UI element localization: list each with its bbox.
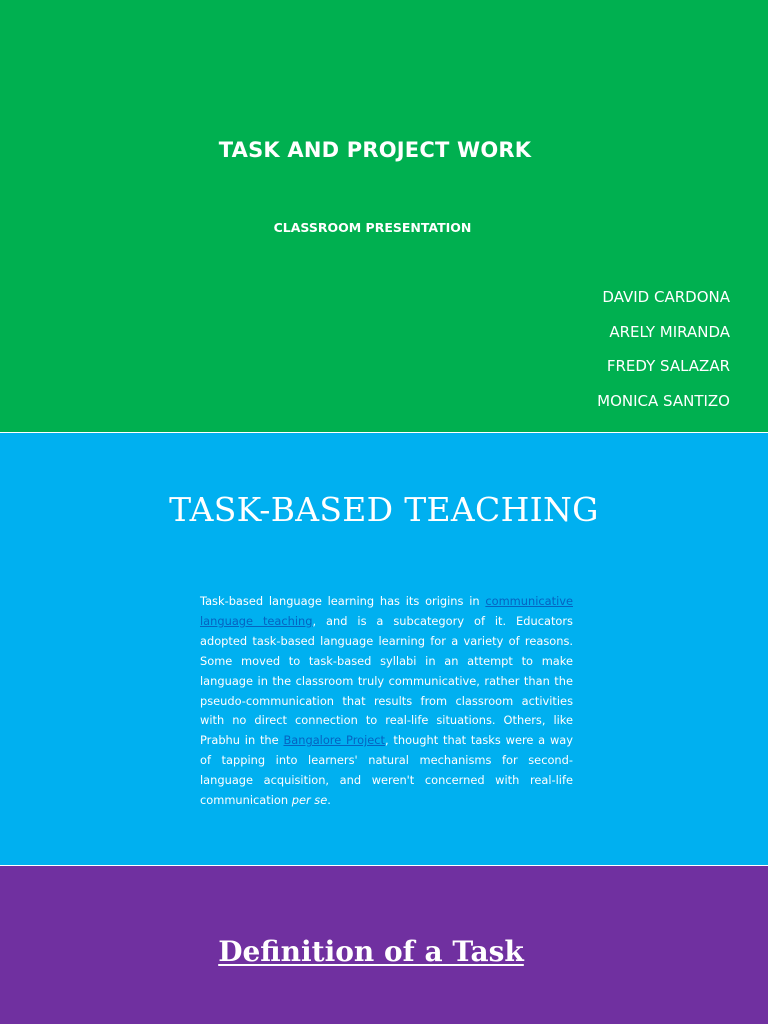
presentation-subtitle: CLASSROOM PRESENTATION — [273, 220, 472, 235]
emphasis-text: per se — [291, 793, 328, 808]
paragraph-text: , and is a subcategory of it. Educators adopted task-based language learning for a variety of reasons. Some moved to task-based syllabi in an attempt to make language in the classroom truly communicative, rather than the pseudo-communication that results from classroom activities with no direct connection to real-life situations. Others, like Prabhu in the — [200, 613, 573, 748]
slide-title — [0, 0, 768, 432]
paragraph-text: Task-based language learning has its origins in — [200, 594, 486, 608]
body-paragraph — [200, 592, 573, 811]
paragraph-text: . — [327, 793, 331, 808]
slide-heading: TASK-BASED TEACHING — [169, 490, 599, 529]
bangalore-project-link[interactable]: Bangalore Project — [283, 733, 386, 748]
communicative-language-teaching-link[interactable]: communicative language teaching — [200, 594, 573, 628]
author-list — [597, 286, 730, 424]
author-name: FREDY SALAZAR — [606, 357, 730, 375]
paragraph-text: , thought that tasks were a way of tapping into learners' natural mechanisms for second-language acquisition, and weren't concerned with real-life communication — [200, 733, 573, 808]
presentation-title: TASK AND PROJECT WORK — [218, 138, 532, 162]
author-name: MONICA SANTIZO — [597, 391, 730, 410]
slide-heading: Definition of a Task — [218, 935, 524, 968]
author-name: DAVID CARDONA — [602, 288, 730, 306]
author-name: ARELY MIRANDA — [609, 322, 730, 341]
